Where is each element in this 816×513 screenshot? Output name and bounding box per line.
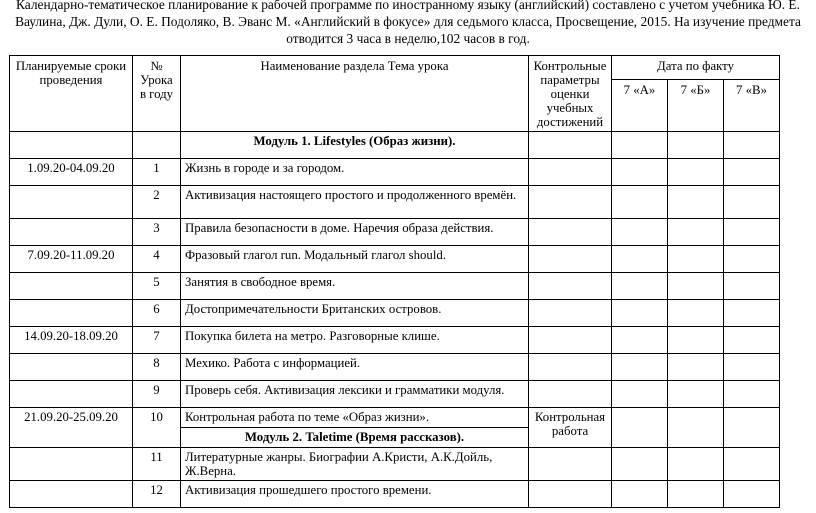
row-date: 7.09.20-11.09.20 [10, 246, 133, 273]
row-control: Контрольная работа [529, 408, 612, 448]
header-dates-planned: Планируемые сроки проведения [10, 56, 133, 132]
row-date [10, 273, 133, 300]
table-row [10, 481, 780, 508]
table-row [10, 246, 780, 273]
row-control [529, 481, 612, 508]
row-control [529, 448, 612, 481]
row-date: 14.09.20-18.09.20 [10, 327, 133, 354]
header-class-b: 7 «Б» [668, 80, 724, 132]
row-topic: Достопримечательности Британских островов. [181, 300, 529, 327]
row-number: 4 [133, 246, 181, 273]
row-date [10, 481, 133, 508]
row-number: 12 [133, 481, 181, 508]
row-control [529, 327, 612, 354]
row-number: 8 [133, 354, 181, 381]
row-topic: Мехико. Работа с информацией. [181, 354, 529, 381]
table-row [10, 327, 780, 354]
table-row [10, 448, 780, 481]
row-number: 1 [133, 159, 181, 186]
row-topic: Литературные жанры. Биографии А.Кристи, А.К.Дойль, Ж.Верна. [181, 448, 529, 481]
table-row [10, 381, 780, 408]
row-control [529, 273, 612, 300]
header-actual-date: Дата по факту [612, 56, 780, 80]
header-control: Контрольные параметры оценки учебных достижений [529, 56, 612, 132]
intro-line-2: Ваулина, Дж. Дули, О. Е. Подоляко, В. Эванс М. «Английский в фокусе» для седьмого класса, Просвещение, 2015. На изучение предмета [15, 14, 801, 29]
header-class-a: 7 «А» [612, 80, 668, 132]
intro-line-1: Календарно-тематическое планирование к рабочей программе по иностранному языку (английский) составлено с учетом учебника Ю. Е. [16, 0, 800, 12]
row-date [10, 448, 133, 481]
header-lesson-number: № Урока в году [133, 56, 181, 132]
row-date [10, 381, 133, 408]
row-number: 6 [133, 300, 181, 327]
row-date [10, 186, 133, 219]
row-topic: Фразовый глагол run. Модальный глагол should. [181, 246, 529, 273]
row-number: 10 [133, 408, 181, 448]
row-control [529, 219, 612, 246]
row-date [10, 354, 133, 381]
row-number: 2 [133, 186, 181, 219]
table-row [10, 354, 780, 381]
row-number: 11 [133, 448, 181, 481]
row-date [10, 300, 133, 327]
row-date: 1.09.20-04.09.20 [10, 159, 133, 186]
row-topic: Проверь себя. Активизация лексики и грамматики модуля. [181, 381, 529, 408]
module-1-heading: Модуль 1. Lifestyles (Образ жизни). [181, 132, 529, 159]
row-control [529, 354, 612, 381]
row-date [10, 219, 133, 246]
row-control [529, 186, 612, 219]
row-control [529, 246, 612, 273]
table-row [10, 159, 780, 186]
row-topic: Активизация настоящего простого и продолженного времён. [181, 186, 529, 219]
row-topic: Правила безопасности в доме. Наречия образа действия. [181, 219, 529, 246]
row-number: 7 [133, 327, 181, 354]
row-control [529, 381, 612, 408]
row-topic: Активизация прошедшего простого времени. [181, 481, 529, 508]
table-row [10, 273, 780, 300]
row-control [529, 159, 612, 186]
intro-line-3: отводится 3 часа в неделю,102 часов в год. [286, 31, 530, 46]
document-intro [0, 0, 816, 47]
table-row [10, 186, 780, 219]
table-row [10, 219, 780, 246]
row-topic: Жизнь в городе и за городом. [181, 159, 529, 186]
row-control [529, 300, 612, 327]
module-2-heading: Модуль 2. Taletime (Время рассказов). [181, 428, 529, 448]
header-topic: Наименование раздела Тема урока [181, 56, 529, 132]
row-topic: Покупка билета на метро. Разговорные клише. [181, 327, 529, 354]
row-number: 5 [133, 273, 181, 300]
planning-table [9, 55, 780, 508]
table-row [10, 300, 780, 327]
row-date: 21.09.20-25.09.20 [10, 408, 133, 448]
row-topic: Контрольная работа по теме «Образ жизни». [181, 408, 529, 428]
table-row [10, 408, 780, 428]
header-class-v: 7 «В» [724, 80, 780, 132]
row-topic: Занятия в свободное время. [181, 273, 529, 300]
row-number: 3 [133, 219, 181, 246]
row-number: 9 [133, 381, 181, 408]
